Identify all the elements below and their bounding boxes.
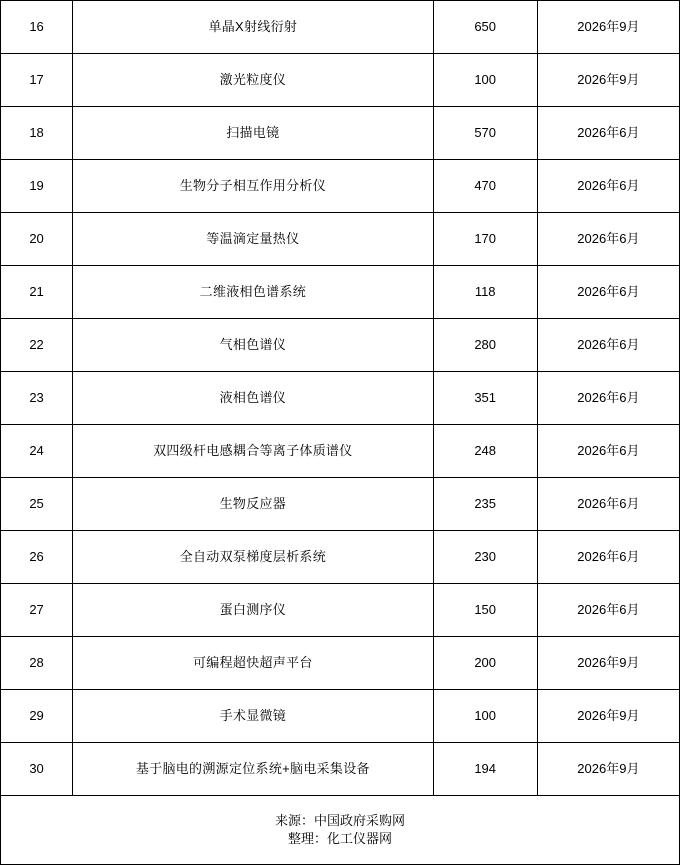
row-date: 2026年9月 [537, 690, 679, 743]
row-index: 26 [1, 531, 73, 584]
row-quantity: 200 [433, 637, 537, 690]
row-instrument-name: 扫描电镜 [73, 107, 434, 160]
row-instrument-name: 激光粒度仪 [73, 54, 434, 107]
row-instrument-name: 可编程超快超声平台 [73, 637, 434, 690]
row-index: 18 [1, 107, 73, 160]
row-date: 2026年6月 [537, 160, 679, 213]
row-quantity: 118 [433, 266, 537, 319]
table-footer-row [1, 796, 680, 865]
row-index: 16 [1, 1, 73, 54]
row-date: 2026年6月 [537, 425, 679, 478]
row-instrument-name: 单晶X射线衍射 [73, 1, 434, 54]
row-instrument-name: 生物分子相互作用分析仪 [73, 160, 434, 213]
row-date: 2026年6月 [537, 478, 679, 531]
table-row [1, 743, 680, 796]
row-date: 2026年9月 [537, 743, 679, 796]
row-instrument-name: 全自动双泵梯度层析系统 [73, 531, 434, 584]
row-index: 22 [1, 319, 73, 372]
row-quantity: 170 [433, 213, 537, 266]
row-quantity: 194 [433, 743, 537, 796]
row-index: 27 [1, 584, 73, 637]
table-row [1, 584, 680, 637]
row-index: 23 [1, 372, 73, 425]
row-quantity: 150 [433, 584, 537, 637]
row-date: 2026年9月 [537, 54, 679, 107]
row-index: 29 [1, 690, 73, 743]
table-row [1, 478, 680, 531]
footer-editor: 整理：化工仪器网 [287, 831, 392, 846]
table-row [1, 319, 680, 372]
row-instrument-name: 等温滴定量热仪 [73, 213, 434, 266]
row-instrument-name: 蛋白测序仪 [73, 584, 434, 637]
row-quantity: 351 [433, 372, 537, 425]
row-quantity: 230 [433, 531, 537, 584]
table-row [1, 266, 680, 319]
row-instrument-name: 生物反应器 [73, 478, 434, 531]
row-quantity: 470 [433, 160, 537, 213]
row-instrument-name: 气相色谱仪 [73, 319, 434, 372]
row-date: 2026年6月 [537, 531, 679, 584]
row-instrument-name: 二维液相色谱系统 [73, 266, 434, 319]
table-row [1, 160, 680, 213]
table-row [1, 1, 680, 54]
table-row [1, 531, 680, 584]
row-quantity: 235 [433, 478, 537, 531]
row-quantity: 570 [433, 107, 537, 160]
row-index: 24 [1, 425, 73, 478]
row-quantity: 248 [433, 425, 537, 478]
table-footer [1, 796, 680, 865]
table-body [1, 1, 680, 865]
row-date: 2026年6月 [537, 266, 679, 319]
row-index: 19 [1, 160, 73, 213]
row-date: 2026年6月 [537, 372, 679, 425]
row-date: 2026年6月 [537, 107, 679, 160]
row-index: 30 [1, 743, 73, 796]
row-instrument-name: 基于脑电的溯源定位系统+脑电采集设备 [73, 743, 434, 796]
row-instrument-name: 液相色谱仪 [73, 372, 434, 425]
table-row [1, 54, 680, 107]
row-index: 21 [1, 266, 73, 319]
row-instrument-name: 手术显微镜 [73, 690, 434, 743]
row-index: 25 [1, 478, 73, 531]
table-row [1, 425, 680, 478]
row-date: 2026年6月 [537, 213, 679, 266]
row-date: 2026年9月 [537, 1, 679, 54]
table-row [1, 690, 680, 743]
row-quantity: 100 [433, 690, 537, 743]
row-quantity: 280 [433, 319, 537, 372]
table-row [1, 107, 680, 160]
row-date: 2026年6月 [537, 319, 679, 372]
table-row [1, 372, 680, 425]
row-index: 20 [1, 213, 73, 266]
row-instrument-name: 双四级杆电感耦合等离子体质谱仪 [73, 425, 434, 478]
table-row [1, 213, 680, 266]
row-index: 28 [1, 637, 73, 690]
row-quantity: 650 [433, 1, 537, 54]
row-quantity: 100 [433, 54, 537, 107]
table-row [1, 637, 680, 690]
footer-source: 来源：中国政府采购网 [274, 812, 405, 828]
row-date: 2026年9月 [537, 637, 679, 690]
row-index: 17 [1, 54, 73, 107]
row-date: 2026年6月 [537, 584, 679, 637]
